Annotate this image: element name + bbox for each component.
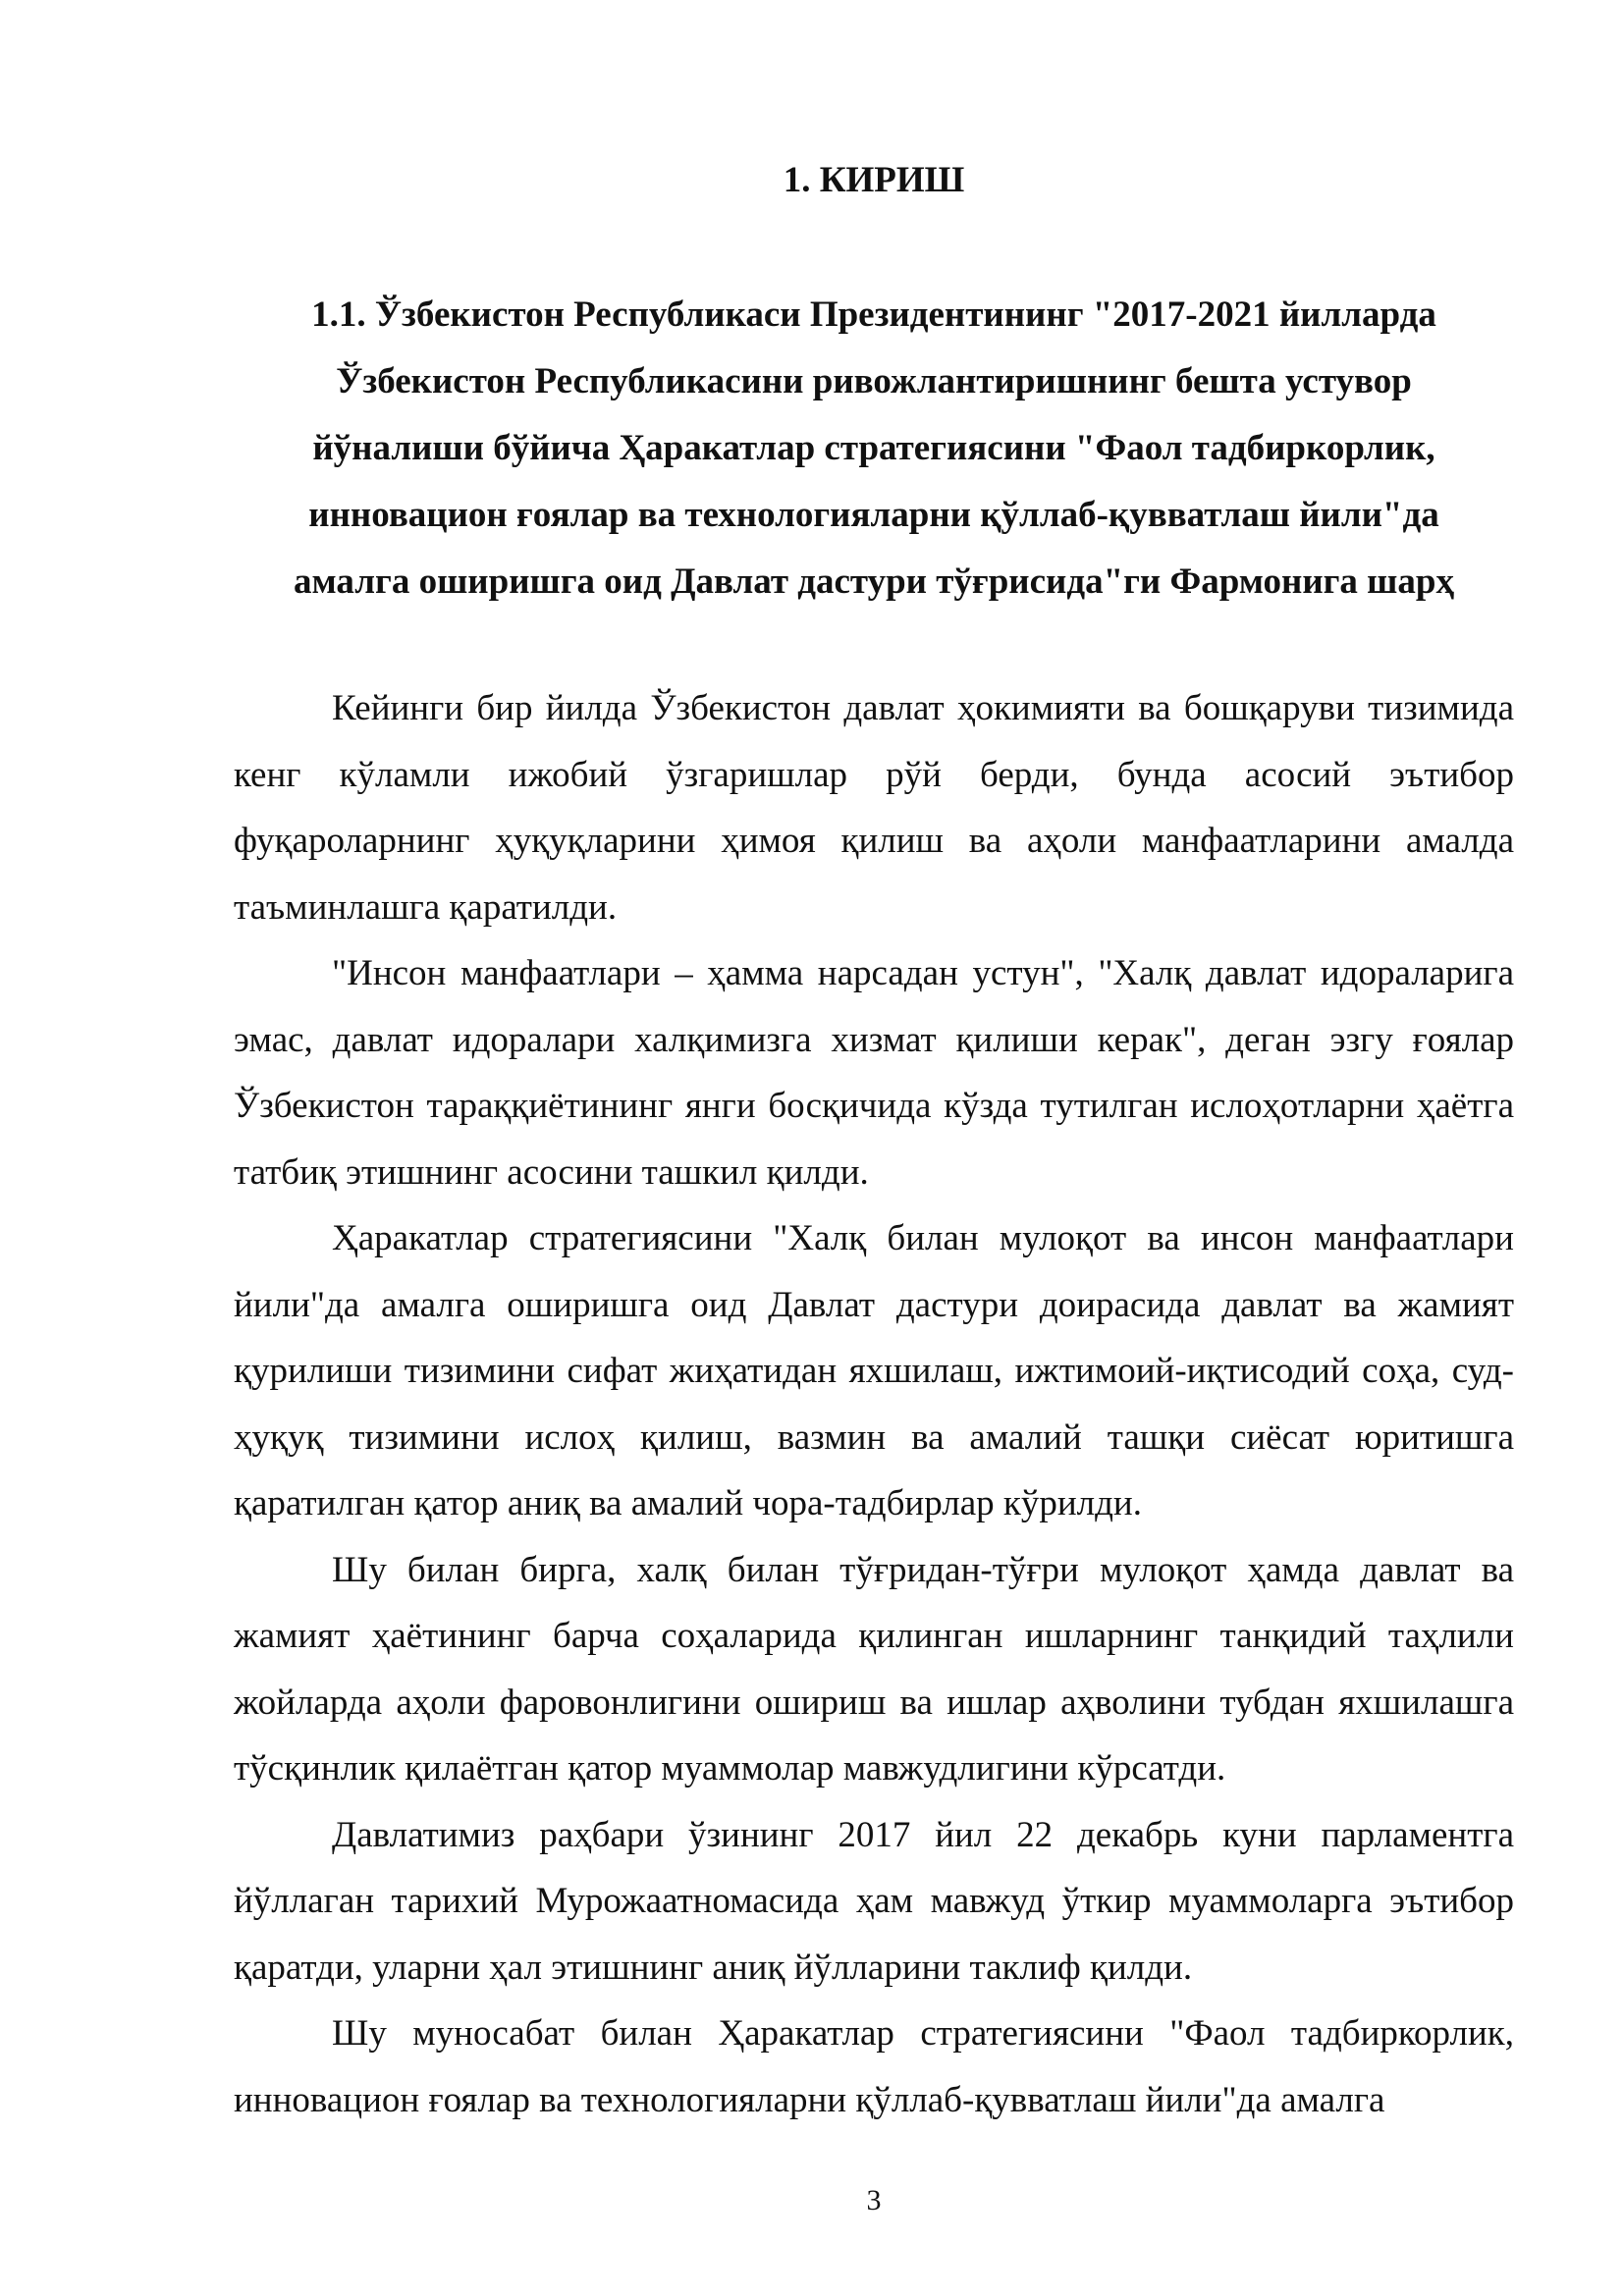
chapter-title: 1. КИРИШ — [783, 160, 965, 200]
section-title-line-4: инновацион ғоялар ва технологияларни қўллаб-қувватлаш йили"да — [308, 495, 1439, 535]
paragraph-1: Кейинги бир йилда Ўзбекистон давлат ҳокимияти ва бошқаруви тизимида кенг кўламли ижобий ўзгаришлар рўй берди, бунда асосий эътибор фуқароларнинг ҳуқуқларини ҳимоя қилиш ва аҳоли манфаатларини амалда таъминлашга қаратилди. — [234, 688, 1514, 928]
section-title-line-1: 1.1. Ўзбекистон Республикаси Президентининг "2017-2021 йилларда — [311, 294, 1436, 335]
page-number: 3 — [866, 2184, 882, 2216]
section-title — [234, 282, 1514, 615]
section-title-line-3: йўналиши бўйича Ҳаракатлар стратегиясини "Фаол тадбиркорлик, — [312, 428, 1435, 468]
section-title-line-2: Ўзбекистон Республикасини ривожлантиришнинг бешта устувор — [336, 361, 1412, 401]
paragraph-3: Ҳаракатлар стратегиясини "Халқ билан мулоқот ва инсон манфаатлари йили"да амалга оширишга оид Давлат дастури доирасида давлат ва жамият қурилиши тизимини сифат жиҳатидан яхшилаш, ижтимоий-иқтисодий соҳа, суд-ҳуқуқ тизимини ислоҳ қилиш, вазмин ва амалий ташқи сиёсат юритишга қаратилган қатор аниқ ва амалий чора-тадбирлар кўрилди. — [234, 1218, 1514, 1523]
paragraph-5: Давлатимиз раҳбари ўзининг 2017 йил 22 декабрь куни парламентга йўллаган тарихий Мурожаатномасида ҳам мавжуд ўткир муаммоларга эътибор қаратди, уларни ҳал этишнинг аниқ йўлларини таклиф қилди. — [234, 1814, 1514, 1988]
document-page — [234, 0, 1514, 2296]
paragraph-4: Шу билан бирга, халқ билан тўғридан-тўғри мулоқот ҳамда давлат ва жамият ҳаётининг барча соҳаларида қилинган ишларнинг танқидий таҳлили жойларда аҳоли фаровонлигини ошириш ва ишлар аҳволини тубдан яхшилашга тўсқинлик қилаётган қатор муаммолар мавжудлигини кўрсатди. — [234, 1549, 1514, 1789]
paragraph-6: Шу муносабат билан Ҳаракатлар стратегиясини "Фаол тадбиркорлик, инновацион ғоялар ва технологияларни қўллаб-қувватлаш йили"да амалга — [234, 2013, 1514, 2120]
paragraph-2: "Инсон манфаатлари – ҳамма нарсадан устун", "Халқ давлат идораларига эмас, давлат идоралари халқимизга хизмат қилиши керак", деган эзгу ғоялар Ўзбекистон тараққиётининг янги босқичида кўзда тутилган ислоҳотларни ҳаётга татбиқ этишнинг асосини ташкил қилди. — [234, 953, 1514, 1193]
section-title-line-5: амалга оширишга оид Давлат дастури тўғрисида"ги Фармонига шарҳ — [293, 561, 1454, 602]
body-text — [234, 675, 1514, 2133]
